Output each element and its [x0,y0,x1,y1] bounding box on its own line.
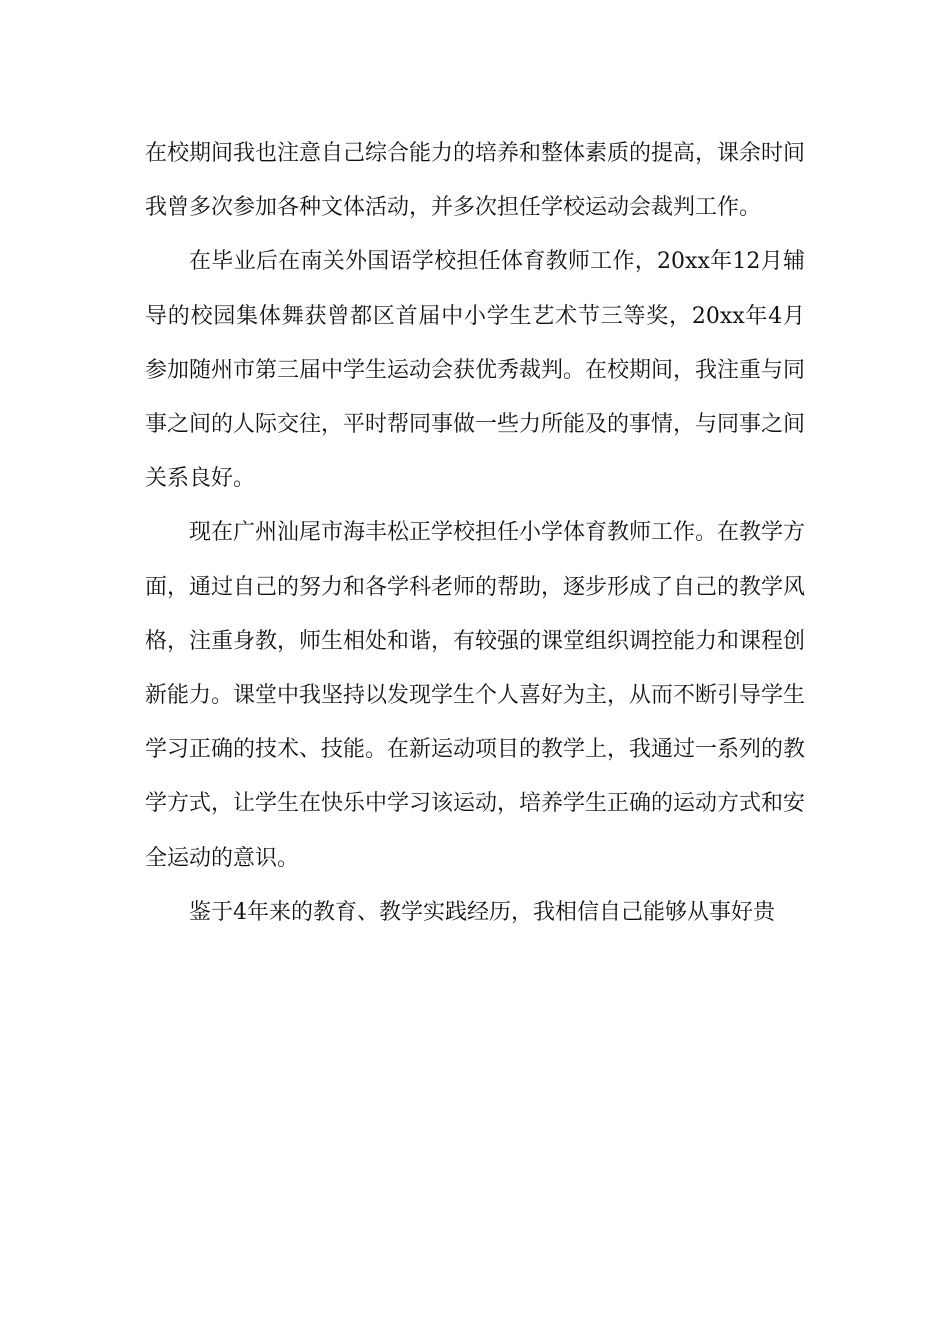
paragraph-nanguan-school: 在毕业后在南关外国语学校担任体育教师工作，20xx年12月辅导的校园集体舞获曾都区首届中小学生艺术节三等奖，20xx年4月参加随州市第三届中学生运动会获优秀裁判。在校期间，我注重与同事之间的人际交往，平时帮同事做一些力所能及的事情，与同事之间关系良好。 [145,249,806,492]
paragraph-current-position: 现在广州汕尾市海丰松正学校担任小学体育教师工作。在教学方面，通过自己的努力和各学科老师的帮助，逐步形成了自己的教学风格，注重身教，师生相处和谐，有较强的课堂组织调控能力和课程创新能力。课堂中我坚持以发现学生个人喜好为主，从而不断引导学生学习正确的技术、技能。在新运动项目的教学上，我通过一系列的教学方式，让学生在快乐中学习该运动，培养学生正确的运动方式和安全运动的意识。 [145,520,806,871]
document-body [145,127,805,940]
paragraph-conclusion: 鉴于4年来的教育、教学实践经历，我相信自己能够从事好贵 [189,899,775,925]
paragraph-activities: 在校期间我也注意自己综合能力的培养和整体素质的提高，课余时间我曾多次参加各种文体活动，并多次担任学校运动会裁判工作。 [145,141,806,221]
